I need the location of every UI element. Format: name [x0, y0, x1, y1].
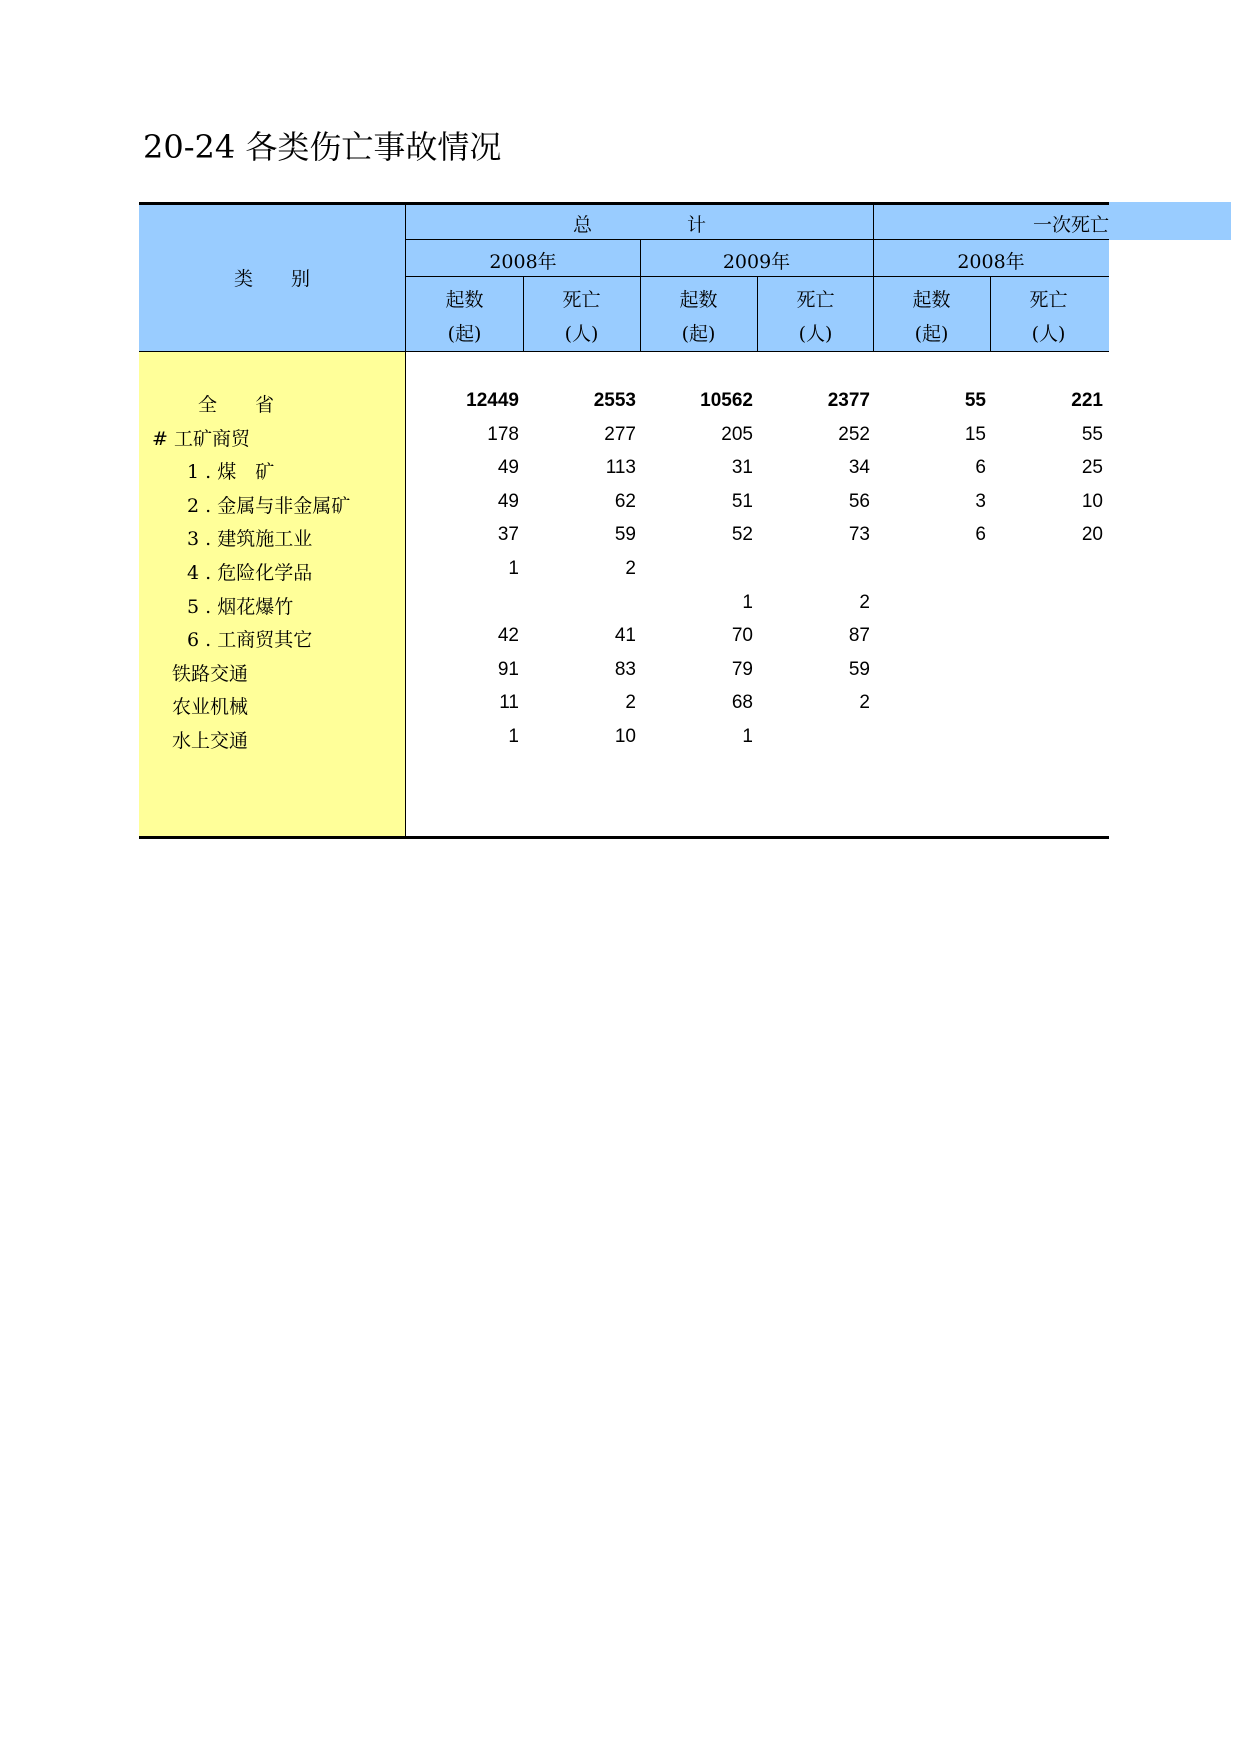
table-cell: 1	[508, 558, 519, 579]
table-cell: 2	[625, 558, 636, 579]
table-cell: 10562	[700, 390, 753, 411]
table-bottom-border	[139, 836, 1109, 839]
row-label: 5 . 烟花爆竹	[187, 596, 294, 618]
table-cell: 277	[604, 424, 636, 445]
row-label: 3 . 建筑施工业	[187, 528, 313, 550]
subcolumn-header: 死亡	[562, 289, 601, 311]
table-cell: 49	[497, 457, 519, 478]
row-label: 1 . 煤 矿	[187, 461, 275, 483]
year-header: 2009年	[722, 251, 791, 273]
table-cell: 6	[975, 457, 986, 478]
table-top-border	[139, 202, 1109, 205]
total-group-header: 总 计	[572, 214, 706, 236]
row-label: 全 省	[198, 394, 275, 416]
subcolumn-unit: (人)	[798, 323, 833, 345]
accident-table	[139, 202, 1231, 842]
row-label: # 工矿商贸	[152, 428, 250, 450]
table-cell: 31	[731, 457, 753, 478]
onetime-group-header: 一次死亡	[1032, 214, 1109, 236]
year-header: 2008年	[489, 251, 557, 273]
subcolumn-header: 起数	[912, 289, 951, 311]
table-cell: 70	[731, 625, 753, 646]
subcolumn-unit: (起)	[447, 323, 482, 345]
subcolumn-header: 起数	[445, 289, 484, 311]
table-cell: 52	[731, 524, 753, 545]
table-cell: 49	[497, 491, 519, 512]
table-cell: 37	[497, 524, 519, 545]
table-cell: 51	[731, 491, 753, 512]
table-cell: 1	[742, 592, 753, 613]
subcolumn-header: 起数	[679, 289, 718, 311]
table-cell: 10	[614, 726, 636, 747]
row-label: 4 . 危险化学品	[187, 562, 313, 584]
table-cell: 62	[614, 491, 636, 512]
subcolumn-unit: (起)	[681, 323, 716, 345]
subcolumn-unit: (人)	[564, 323, 599, 345]
table-cell: 10	[1081, 491, 1103, 512]
subcolumn-header: 死亡	[1029, 289, 1068, 311]
table-cell: 12449	[466, 390, 519, 411]
table-cell: 113	[605, 457, 636, 478]
subcolumn-unit: (起)	[914, 323, 949, 345]
table-cell: 221	[1071, 390, 1103, 411]
table-cell: 73	[848, 524, 870, 545]
table-cell: 79	[731, 659, 753, 680]
table-cell: 11	[499, 692, 519, 713]
category-header: 类 别	[233, 268, 310, 290]
table-cell: 178	[487, 424, 519, 445]
table-cell: 2	[859, 592, 870, 613]
row-label: 6 . 工商贸其它	[187, 629, 313, 651]
row-label: 水上交通	[172, 730, 249, 752]
table-cell: 55	[1081, 424, 1103, 445]
table-cell: 25	[1081, 457, 1103, 478]
table-cell: 20	[1081, 524, 1103, 545]
table-cell: 2377	[827, 390, 870, 411]
table-cell: 6	[975, 524, 986, 545]
table-cell: 1	[508, 726, 519, 747]
table-cell: 56	[848, 491, 870, 512]
header-bottom-border	[139, 351, 1109, 352]
subcolumn-unit: (人)	[1031, 323, 1066, 345]
table-cell: 205	[721, 424, 753, 445]
table-cell: 41	[614, 625, 636, 646]
table-cell: 59	[848, 659, 870, 680]
table-cell: 34	[848, 457, 870, 478]
table-cell: 2	[625, 692, 636, 713]
table-cell: 3	[975, 491, 986, 512]
table-cell: 68	[731, 692, 753, 713]
table-cell: 91	[497, 659, 519, 680]
table-cell: 42	[497, 625, 519, 646]
table-cell: 2553	[593, 390, 636, 411]
table-cell: 2	[859, 692, 870, 713]
table-cell: 15	[964, 424, 986, 445]
table-cell: 252	[838, 424, 870, 445]
year-header: 2008年	[957, 251, 1025, 273]
table-cell: 87	[848, 625, 870, 646]
subcolumn-header: 死亡	[796, 289, 835, 311]
page-title: 20-24 各类伤亡事故情况	[143, 128, 502, 166]
row-label: 2 . 金属与非金属矿	[187, 495, 351, 517]
table-cell: 83	[614, 659, 636, 680]
table-cell: 59	[614, 524, 636, 545]
row-label: 铁路交通	[172, 663, 249, 685]
table-cell: 55	[964, 390, 986, 411]
row-label: 农业机械	[172, 696, 249, 718]
table-cell: 1	[742, 726, 753, 747]
